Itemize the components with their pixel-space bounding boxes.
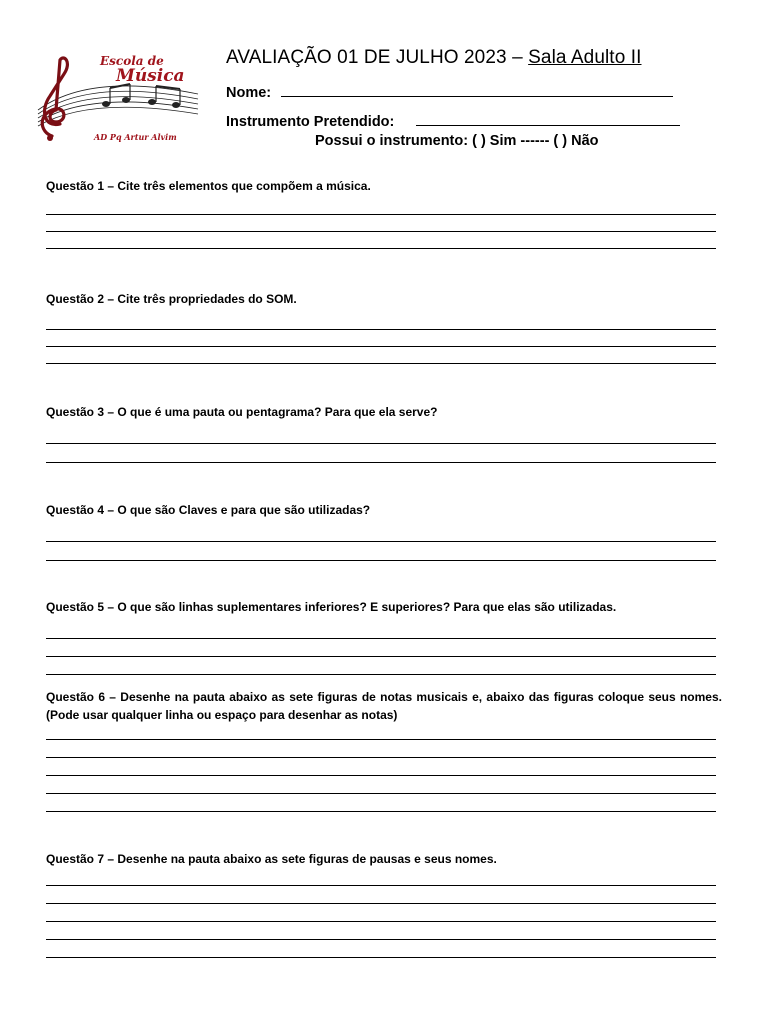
staff-line[interactable] — [46, 757, 716, 758]
question-5 — [46, 598, 722, 616]
staff-line[interactable] — [46, 957, 716, 958]
question-label: Questão 7 – — [46, 852, 118, 866]
logo-footer: AD Pq Artur Alvim — [94, 132, 177, 142]
question-text: O que são linhas suplementares inferiores? E superiores? Para que elas são utilizadas. — [117, 600, 617, 614]
staff-line[interactable] — [46, 939, 716, 940]
answer-line[interactable] — [46, 560, 716, 561]
answer-line[interactable] — [46, 674, 716, 675]
name-label: Nome: — [226, 85, 272, 101]
title-class: Sala Adulto II — [528, 47, 642, 68]
question-2 — [46, 290, 722, 308]
question-text: O que é uma pauta ou pentagrama? Para que ela serve? — [117, 405, 438, 419]
answer-line[interactable] — [46, 214, 716, 215]
staff-line[interactable] — [46, 811, 716, 812]
staff-line[interactable] — [46, 903, 716, 904]
logo-text-line2: Música — [116, 66, 185, 86]
question-text: Cite três elementos que compõem a música. — [117, 179, 371, 193]
question-1 — [46, 177, 722, 195]
answer-line[interactable] — [46, 638, 716, 639]
question-text: O que são Claves e para que são utilizadas? — [117, 503, 371, 517]
staff-line[interactable] — [46, 793, 716, 794]
question-label: Questão 4 – — [46, 503, 118, 517]
logo-text-line1: Escola de — [100, 54, 164, 68]
school-logo — [30, 52, 200, 144]
answer-line[interactable] — [46, 248, 716, 249]
page-title — [226, 47, 746, 69]
question-label: Questão 1 – — [46, 179, 118, 193]
instrument-label: Instrumento Pretendido: — [226, 114, 395, 130]
question-4 — [46, 501, 722, 519]
answer-line[interactable] — [46, 656, 716, 657]
answer-line[interactable] — [46, 443, 716, 444]
question-3 — [46, 403, 722, 421]
owns-instrument-label: Possui o instrumento: ( ) Sim ------ ( ) Não — [315, 133, 599, 149]
staff-line[interactable] — [46, 921, 716, 922]
name-field[interactable] — [281, 82, 673, 97]
staff-line[interactable] — [46, 775, 716, 776]
question-7 — [46, 850, 722, 868]
answer-line[interactable] — [46, 462, 716, 463]
question-label: Questão 6 – — [46, 690, 121, 704]
question-label: Questão 3 – — [46, 405, 118, 419]
answer-line[interactable] — [46, 329, 716, 330]
instrument-row — [226, 111, 680, 130]
question-label: Questão 2 – — [46, 292, 118, 306]
question-6 — [46, 688, 722, 724]
question-label: Questão 5 – — [46, 600, 118, 614]
title-main: AVALIAÇÃO 01 DE JULHO 2023 – — [226, 47, 529, 68]
answer-line[interactable] — [46, 231, 716, 232]
answer-line[interactable] — [46, 346, 716, 347]
name-row — [226, 82, 673, 101]
answer-line[interactable] — [46, 541, 716, 542]
staff-line[interactable] — [46, 739, 716, 740]
owns-instrument-row — [315, 133, 599, 149]
question-text: Cite três propriedades do SOM. — [117, 292, 297, 306]
answer-line[interactable] — [46, 363, 716, 364]
question-text: Desenhe na pauta abaixo as sete figuras de pausas e seus nomes. — [117, 852, 497, 866]
instrument-field[interactable] — [416, 111, 680, 126]
question-text: Desenhe na pauta abaixo as sete figuras de notas musicais e, abaixo das figuras coloque seus nomes. (Pode usar qualquer linha ou espaço para desenhar as notas) — [46, 690, 722, 722]
staff-line[interactable] — [46, 885, 716, 886]
